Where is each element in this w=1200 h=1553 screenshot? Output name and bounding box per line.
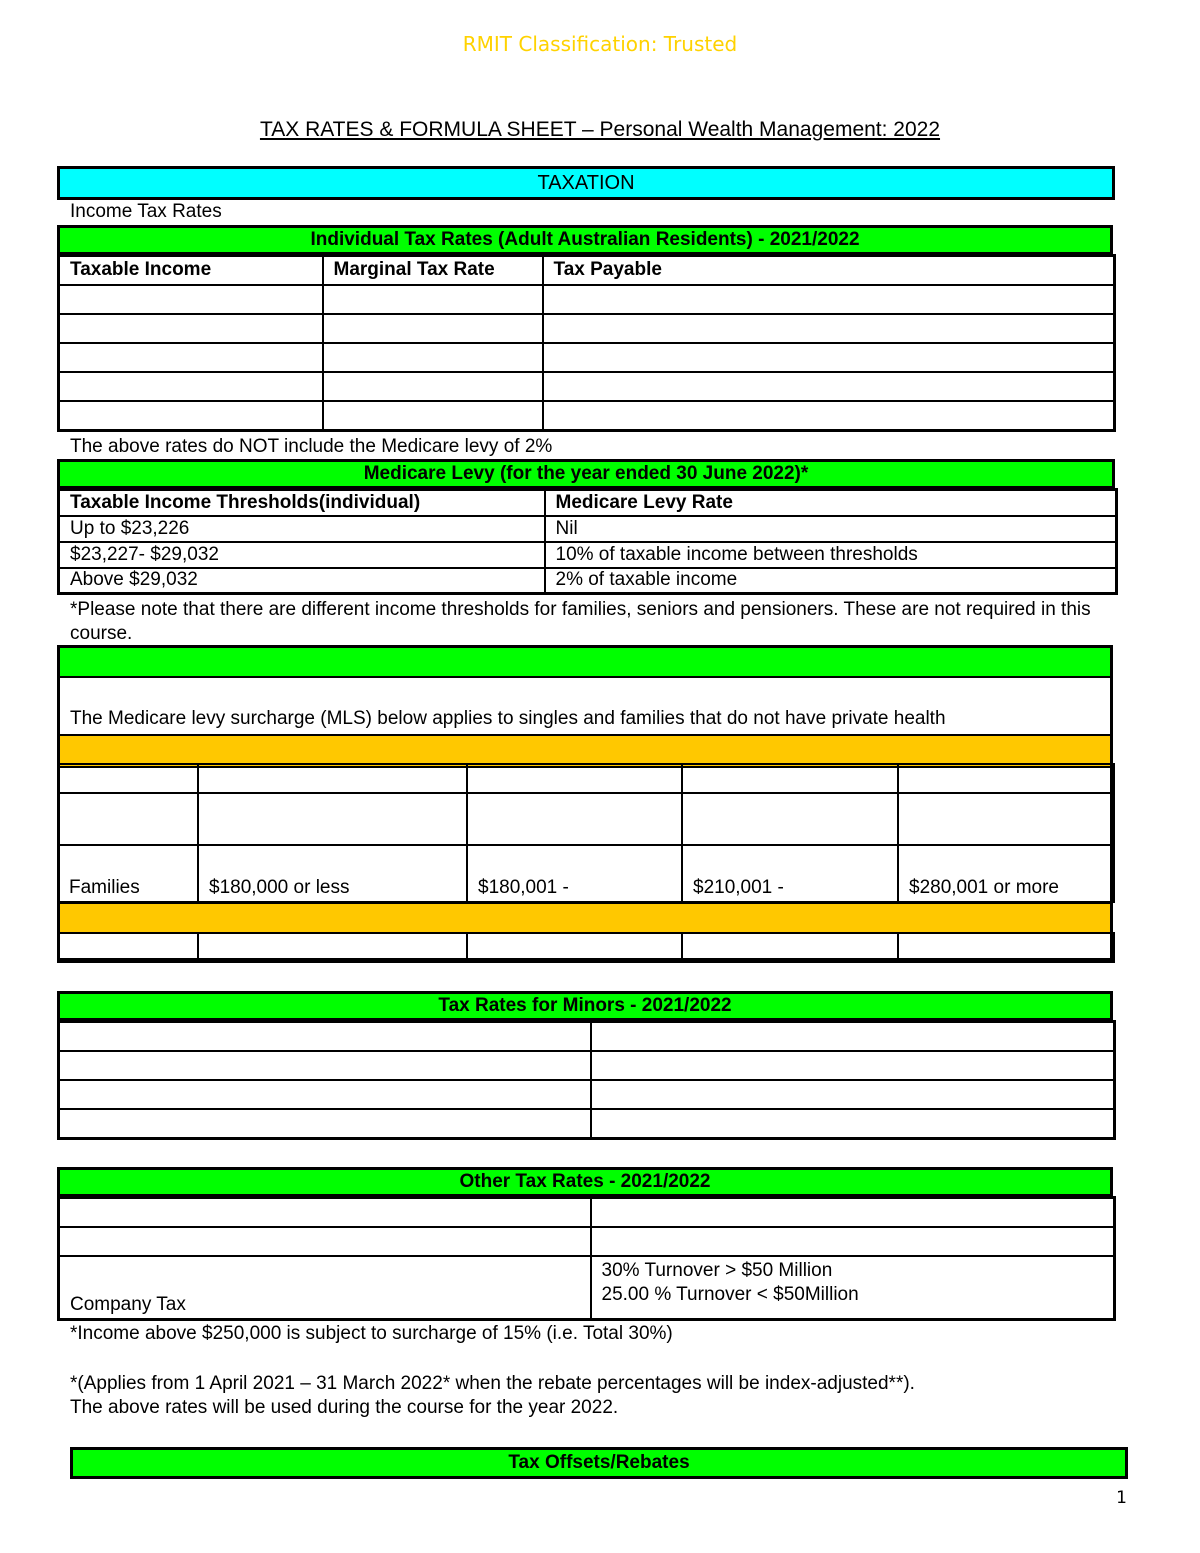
table-row [59, 1256, 1115, 1320]
thresholds-note: *Please note that there are different income thresholds for families, seniors and pensioners. These are not required in this course. [70, 599, 1091, 644]
surcharge-note: *Income above $250,000 is subject to surcharge of 15% (i.e. Total 30%) [70, 1323, 673, 1344]
company-tax-rates [591, 1256, 1115, 1320]
table-row [58, 933, 1114, 962]
table-row [59, 1022, 1115, 1051]
table-row [59, 343, 1115, 372]
table-row [59, 1227, 1115, 1256]
course-note: The above rates will be used during the course for the year 2022. [70, 1397, 619, 1418]
medicare-note: The above rates do NOT include the Medicare levy of 2% [70, 436, 553, 457]
other-tax-header: Other Tax Rates - 2021/2022 [57, 1167, 1113, 1197]
column-header: Tax Payable [543, 256, 1115, 285]
company-rate-1: 30% Turnover > $50 Million [601, 1259, 833, 1281]
table-row [59, 542, 1117, 568]
medicare-header: Medicare Levy (for the year ended 30 June 2022)* [57, 459, 1115, 489]
mls-green-band [60, 648, 1110, 678]
table-cell: Up to $23,226 [59, 516, 545, 542]
table-cell: 2% of taxable income [545, 568, 1117, 594]
table-cell: $210,001 - [682, 845, 898, 902]
table-row [58, 845, 1114, 902]
mls-section [57, 645, 1113, 961]
minors-table [57, 1020, 1116, 1140]
company-tax-label: Company Tax [59, 1256, 591, 1320]
table-row [59, 1051, 1115, 1080]
table-row [59, 1109, 1115, 1139]
table-row [59, 372, 1115, 401]
table-row [59, 1198, 1115, 1227]
classification-label: RMIT Classification: Trusted [462, 32, 738, 56]
table-cell: Nil [545, 516, 1117, 542]
company-rate-2: 25.00 % Turnover < $50Million [601, 1283, 859, 1305]
table-row [59, 401, 1115, 431]
column-header: Marginal Tax Rate [323, 256, 543, 285]
table-cell: $280,001 or more [898, 845, 1114, 902]
individual-tax-header: Individual Tax Rates (Adult Australian Residents) - 2021/2022 [57, 225, 1113, 255]
table-cell: $23,227- $29,032 [59, 542, 545, 568]
table-row [58, 793, 1114, 845]
table-row [59, 516, 1117, 542]
table-row [59, 314, 1115, 343]
other-tax-table [57, 1196, 1116, 1321]
mls-table [57, 763, 1115, 903]
minors-header: Tax Rates for Minors - 2021/2022 [57, 991, 1113, 1021]
column-header: Medicare Levy Rate [545, 490, 1117, 516]
table-row [59, 568, 1117, 594]
table-cell: $180,001 - [467, 845, 682, 902]
mls-orange-band-2 [60, 902, 1110, 934]
table-cell: 10% of taxable income between thresholds [545, 542, 1117, 568]
medicare-table [57, 488, 1118, 595]
column-header: Taxable Income Thresholds(individual) [59, 490, 545, 516]
table-cell: $180,000 or less [198, 845, 467, 902]
table-cell: Above $29,032 [59, 568, 545, 594]
mls-table-bottom [57, 932, 1115, 963]
applies-note: *(Applies from 1 April 2021 – 31 March 2022* when the rebate percentages will be index-adjusted**). [70, 1373, 915, 1394]
mls-intro: The Medicare levy surcharge (MLS) below applies to singles and families that do not have private health [70, 708, 946, 729]
table-row [59, 1080, 1115, 1109]
page-title: TAX RATES & FORMULA SHEET – Personal Wealth Management: 2022 [259, 118, 941, 141]
column-header: Taxable Income [59, 256, 323, 285]
income-tax-rates-label: Income Tax Rates [70, 201, 222, 222]
offsets-header: Tax Offsets/Rebates [70, 1447, 1128, 1479]
table-row [58, 764, 1114, 793]
page-number: 1 [1116, 1488, 1127, 1508]
table-cell: Families [58, 845, 198, 902]
taxation-header: TAXATION [57, 166, 1115, 200]
individual-tax-table [57, 254, 1116, 432]
table-row [59, 285, 1115, 314]
